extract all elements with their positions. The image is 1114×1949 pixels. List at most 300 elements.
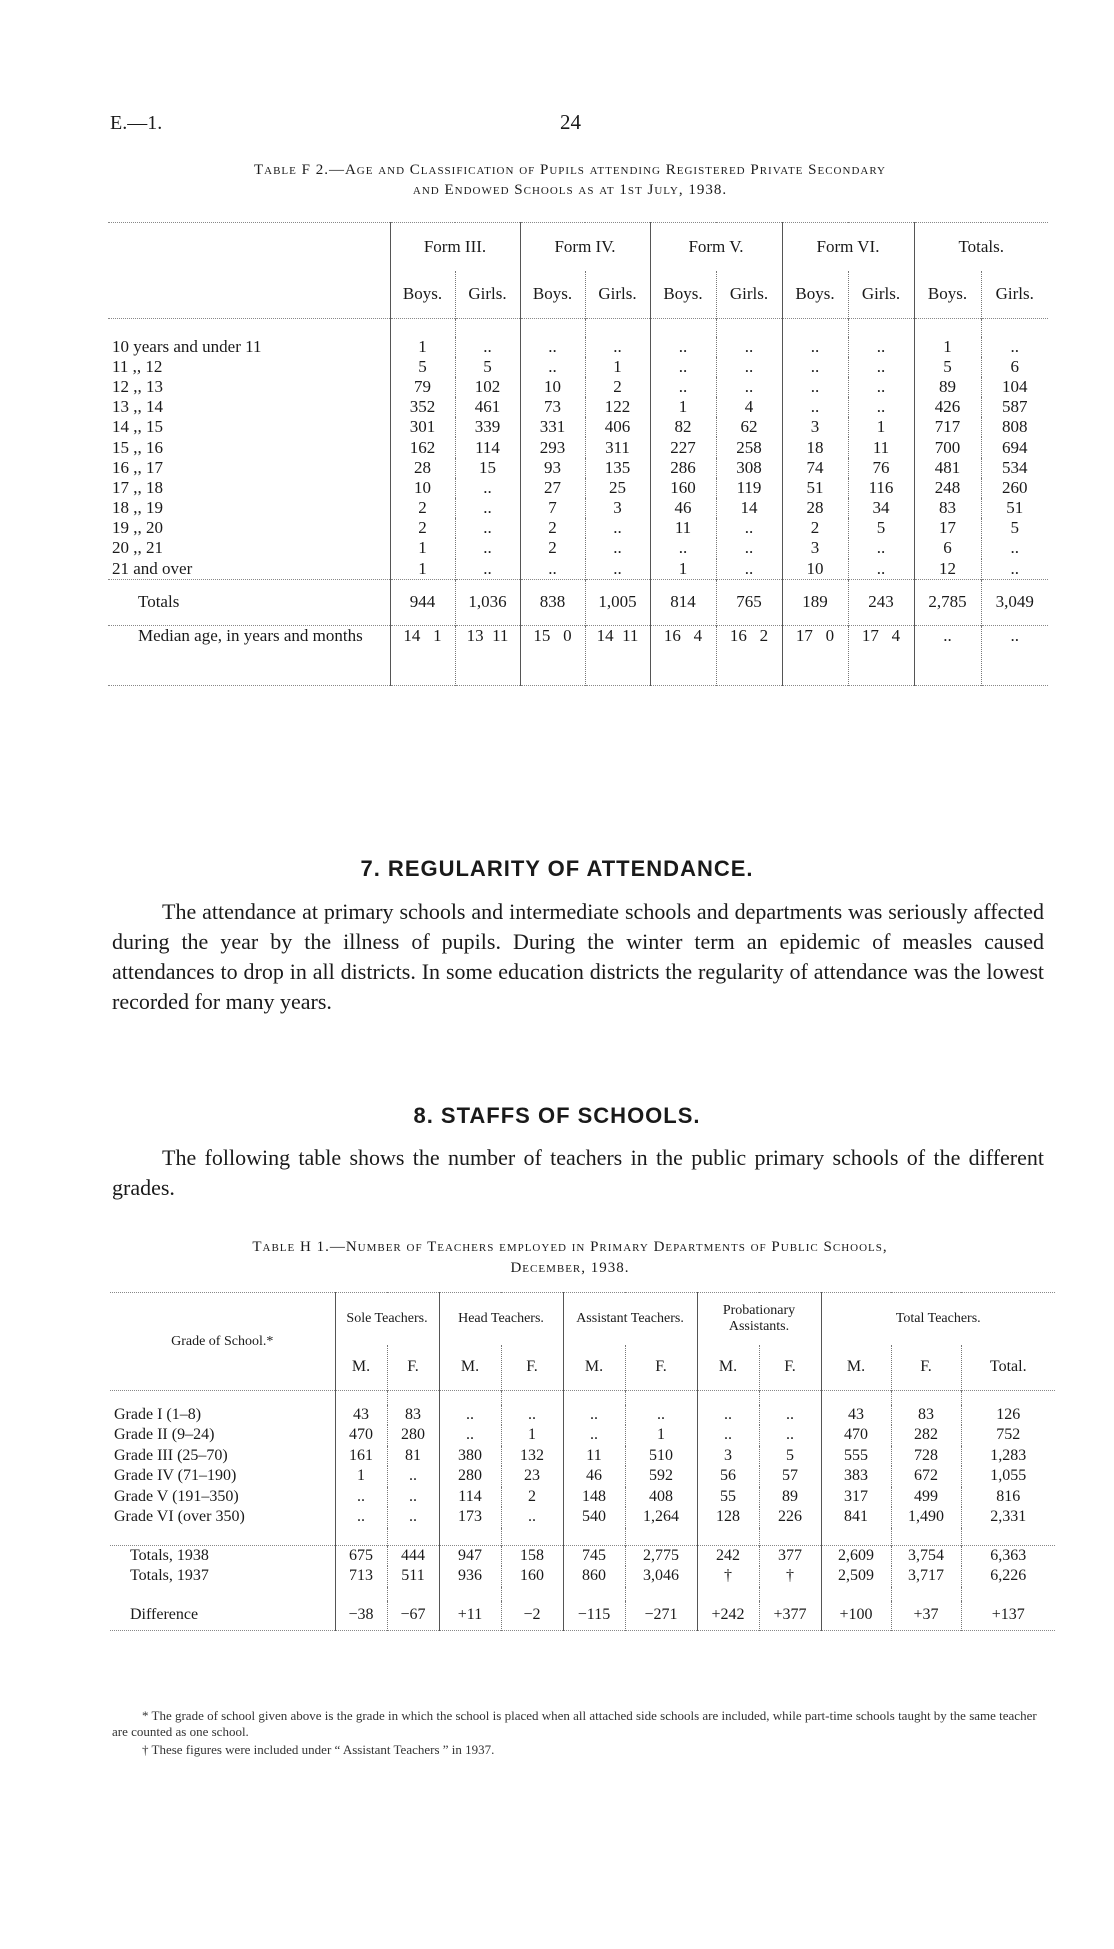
table-cell: .. (501, 1507, 563, 1528)
sub-header: F. (759, 1345, 821, 1391)
table-cell: .. (782, 397, 848, 417)
table-cell: 43 (821, 1405, 891, 1426)
table-cell: 380 (439, 1446, 501, 1467)
totals-cell: 243 (848, 579, 914, 625)
sub-header: F. (387, 1345, 439, 1391)
table-cell: 5 (390, 357, 455, 377)
row-label: 18 ,, 19 (112, 498, 163, 518)
median-cell: 13 11 (455, 625, 520, 685)
stub-header-grade: Grade of School.* (110, 1293, 335, 1391)
totals-1938-row (110, 1546, 1055, 1567)
table-cell: 7 (520, 498, 585, 518)
median-cell: 14 1 (390, 625, 455, 685)
sub-header: Boys. (914, 271, 981, 319)
table-row (108, 357, 1048, 377)
col-group-total: Total Teachers. (821, 1293, 1055, 1345)
median-cell: 16 4 (650, 625, 716, 685)
table-cell: 81 (387, 1446, 439, 1467)
table-cell: .. (563, 1425, 625, 1446)
table-row (108, 518, 1048, 538)
table-row (108, 478, 1048, 498)
table-row (110, 1487, 1055, 1508)
sub-header: Girls. (455, 271, 520, 319)
table-cell: 511 (387, 1566, 439, 1587)
section-7-paragraph: The attendance at primary schools and intermediate schools and departments was seriously affected during the year by the illness of pupils. During the winter term an epidemic of measles caused attendances to drop in all districts. In some education districts the regularity of attendance was the lowest recorded for many years. (112, 899, 1044, 1014)
table-cell: † (759, 1566, 821, 1587)
table-cell: .. (716, 518, 782, 538)
table-cell: 57 (759, 1466, 821, 1487)
table-cell: .. (335, 1487, 387, 1508)
table-cell: 947 (439, 1546, 501, 1567)
table-cell: .. (439, 1405, 501, 1426)
table-cell: 248 (914, 478, 981, 498)
table-cell: 83 (891, 1405, 961, 1426)
table-cell: 15 (455, 458, 520, 478)
table-f2-caption: Table F 2.—Age and Classification of Pupils attending Registered Private Secondary (253, 162, 887, 178)
median-label: Median age, in years and months (138, 625, 363, 645)
table-cell: .. (585, 337, 650, 357)
table-row (108, 538, 1048, 558)
table-cell: 841 (821, 1507, 891, 1528)
median-row (108, 625, 1048, 685)
table-cell: .. (625, 1405, 697, 1426)
median-cell: 15 0 (520, 625, 585, 685)
table-cell: 83 (914, 498, 981, 518)
table-cell: 317 (821, 1487, 891, 1508)
table-cell: 280 (439, 1466, 501, 1487)
table-cell: 587 (981, 397, 1048, 417)
table-cell: .. (759, 1425, 821, 1446)
totals-cell: 1,005 (585, 579, 650, 625)
totals-cell: 814 (650, 579, 716, 625)
table-cell: 12 (914, 559, 981, 580)
table-cell: 14 (716, 498, 782, 518)
table-cell: 713 (335, 1566, 387, 1587)
table-cell: 18 (782, 437, 848, 457)
table-cell: 119 (716, 478, 782, 498)
table-cell: .. (501, 1405, 563, 1426)
col-group-form-vi: Form VI. (782, 223, 914, 271)
table-cell: 104 (981, 377, 1048, 397)
col-group-totals: Totals. (914, 223, 1048, 271)
table-cell: .. (520, 559, 585, 580)
sub-header: M. (821, 1345, 891, 1391)
table-cell: 11 (848, 437, 914, 457)
totals-cell: 1,036 (455, 579, 520, 625)
col-group-assistant: Assistant Teachers. (563, 1293, 697, 1345)
row-label: Totals, 1938 (130, 1547, 209, 1564)
table-cell: 1,490 (891, 1507, 961, 1528)
table-cell: .. (650, 337, 716, 357)
table-cell: 308 (716, 458, 782, 478)
table-cell: 46 (650, 498, 716, 518)
table-cell: .. (455, 518, 520, 538)
table-cell: .. (650, 377, 716, 397)
table-cell: 162 (390, 437, 455, 457)
table-cell: 55 (697, 1487, 759, 1508)
table-cell: 1 (650, 559, 716, 580)
table-cell: 173 (439, 1507, 501, 1528)
table-cell: 1 (650, 397, 716, 417)
col-group-sole: Sole Teachers. (335, 1293, 439, 1345)
table-cell: 481 (914, 458, 981, 478)
table-cell: 280 (387, 1425, 439, 1446)
table-cell: 135 (585, 458, 650, 478)
footnote-dagger: † These figures were included under “ Assistant Teachers ” in 1937. (142, 1742, 495, 1757)
col-group-form-v: Form V. (650, 223, 782, 271)
page-number: 24 (560, 110, 581, 134)
totals-label: Totals (138, 592, 180, 612)
table-cell: 675 (335, 1546, 387, 1567)
table-cell: .. (387, 1466, 439, 1487)
table-cell: 83 (387, 1405, 439, 1426)
table-cell: 2 (390, 518, 455, 538)
table-cell: 1,055 (961, 1466, 1055, 1487)
table-cell: 499 (891, 1487, 961, 1508)
sub-header: M. (335, 1345, 387, 1391)
table-cell: 51 (782, 478, 848, 498)
table-cell: 339 (455, 417, 520, 437)
table-cell: 1 (390, 337, 455, 357)
table-cell: .. (455, 478, 520, 498)
table-row (108, 437, 1048, 457)
table-cell: +242 (697, 1601, 759, 1631)
table-cell: .. (650, 357, 716, 377)
table-cell: 2 (501, 1487, 563, 1508)
table-cell: 592 (625, 1466, 697, 1487)
totals-1937-row (110, 1566, 1055, 1587)
table-cell: 10 (390, 478, 455, 498)
table-cell: 51 (981, 498, 1048, 518)
table-cell: 717 (914, 417, 981, 437)
table-cell: 331 (520, 417, 585, 437)
table-cell: 5 (848, 518, 914, 538)
table-cell: 260 (981, 478, 1048, 498)
table-cell: 555 (821, 1446, 891, 1467)
sub-header: F. (625, 1345, 697, 1391)
sub-header: Girls. (981, 271, 1048, 319)
col-group-form-iii: Form III. (390, 223, 520, 271)
table-cell: 672 (891, 1466, 961, 1487)
table-cell: 426 (914, 397, 981, 417)
table-cell: .. (455, 498, 520, 518)
table-cell: .. (848, 559, 914, 580)
table-cell: 1,264 (625, 1507, 697, 1528)
table-cell: .. (848, 397, 914, 417)
table-cell: 2,609 (821, 1546, 891, 1567)
table-cell: 1 (390, 559, 455, 580)
table-cell: 311 (585, 437, 650, 457)
row-label: 15 ,, 16 (112, 437, 163, 457)
table-cell: 227 (650, 437, 716, 457)
table-cell: 56 (697, 1466, 759, 1487)
table-cell: 540 (563, 1507, 625, 1528)
sub-header: Boys. (782, 271, 848, 319)
table-cell: 406 (585, 417, 650, 437)
table-cell: .. (585, 538, 650, 558)
table-cell: 28 (782, 498, 848, 518)
table-cell: .. (782, 337, 848, 357)
table-cell: 700 (914, 437, 981, 457)
table-cell: +137 (961, 1601, 1055, 1631)
table-cell: 122 (585, 397, 650, 417)
table-cell: −2 (501, 1601, 563, 1631)
table-cell: .. (848, 337, 914, 357)
table-cell: 34 (848, 498, 914, 518)
table-cell: 46 (563, 1466, 625, 1487)
table-cell: 27 (520, 478, 585, 498)
table-cell: 3,046 (625, 1566, 697, 1587)
row-label: Grade II (9–24) (114, 1426, 215, 1444)
table-cell: 3 (697, 1446, 759, 1467)
table-cell: 936 (439, 1566, 501, 1587)
sub-header: Girls. (848, 271, 914, 319)
table-cell: 6 (914, 538, 981, 558)
table-row (110, 1405, 1055, 1426)
table-cell: .. (782, 357, 848, 377)
table-cell: .. (455, 538, 520, 558)
table-row (108, 397, 1048, 417)
table-cell: +377 (759, 1601, 821, 1631)
totals-cell: 3,049 (981, 579, 1048, 625)
table-cell: 470 (821, 1425, 891, 1446)
table-cell: 148 (563, 1487, 625, 1508)
table-cell: −38 (335, 1601, 387, 1631)
table-cell: 3 (782, 538, 848, 558)
median-cell: 17 0 (782, 625, 848, 685)
table-cell: 2,509 (821, 1566, 891, 1587)
table-cell: 226 (759, 1507, 821, 1528)
table-cell: .. (981, 538, 1048, 558)
row-label: Grade VI (over 350) (114, 1508, 245, 1526)
table-row (110, 1425, 1055, 1446)
table-cell: 10 (782, 559, 848, 580)
table-cell: .. (782, 377, 848, 397)
table-cell: 161 (335, 1446, 387, 1467)
table-cell: 28 (390, 458, 455, 478)
row-label: 19 ,, 20 (112, 518, 163, 538)
sub-header: F. (501, 1345, 563, 1391)
table-f2 (108, 222, 1048, 686)
table-cell: 1 (585, 357, 650, 377)
sub-header: M. (563, 1345, 625, 1391)
table-cell: .. (520, 357, 585, 377)
table-cell: 89 (914, 377, 981, 397)
table-cell: −67 (387, 1601, 439, 1631)
table-row (108, 417, 1048, 437)
table-cell: 158 (501, 1546, 563, 1567)
table-cell: .. (981, 337, 1048, 357)
median-cell: .. (914, 625, 981, 685)
section-8-title: 8. STAFFS OF SCHOOLS. (413, 1103, 701, 1128)
table-h1-caption: Table H 1.—Number of Teachers employed in Primary Departments of Public Schools, (252, 1239, 888, 1255)
median-cell: 17 4 (848, 625, 914, 685)
sub-header: Boys. (390, 271, 455, 319)
row-label: 14 ,, 15 (112, 417, 163, 437)
section-7-title: 7. REGULARITY OF ATTENDANCE. (360, 856, 754, 881)
table-cell: 5 (981, 518, 1048, 538)
table-cell: 1 (335, 1466, 387, 1487)
row-label: Grade I (1–8) (114, 1405, 202, 1423)
difference-row (110, 1601, 1055, 1631)
table-cell: 3,754 (891, 1546, 961, 1567)
table-cell: .. (520, 337, 585, 357)
table-cell: −115 (563, 1601, 625, 1631)
table-cell: 816 (961, 1487, 1055, 1508)
table-cell: .. (716, 337, 782, 357)
table-cell: 3,717 (891, 1566, 961, 1587)
table-cell: 510 (625, 1446, 697, 1467)
sub-header: Girls. (585, 271, 650, 319)
table-cell: 1 (625, 1425, 697, 1446)
sub-header: M. (697, 1345, 759, 1391)
table-cell: 5 (914, 357, 981, 377)
row-label: 10 years and under 11 (112, 336, 262, 356)
table-cell: 258 (716, 437, 782, 457)
table-cell: 1 (914, 337, 981, 357)
table-cell: 126 (961, 1405, 1055, 1426)
sub-header: Boys. (520, 271, 585, 319)
median-cell: 14 11 (585, 625, 650, 685)
table-cell: 6,363 (961, 1546, 1055, 1567)
table-cell: .. (387, 1507, 439, 1528)
row-label: 21 and over (112, 558, 193, 578)
table-cell: 79 (390, 377, 455, 397)
table-cell: 860 (563, 1566, 625, 1587)
table-cell: .. (563, 1405, 625, 1426)
row-label: 12 ,, 13 (112, 376, 163, 396)
footnote-grade: * The grade of school given above is the grade in which the school is placed when all attached side schools are included, while part-time schools taught by the same teacher are counted as one school. (112, 1708, 1037, 1739)
table-cell: 114 (455, 437, 520, 457)
table-cell: 116 (848, 478, 914, 498)
table-cell: .. (439, 1425, 501, 1446)
table-cell: .. (650, 538, 716, 558)
table-cell: 2 (585, 377, 650, 397)
table-row (110, 1507, 1055, 1528)
table-cell: 301 (390, 417, 455, 437)
median-cell: .. (981, 625, 1048, 685)
table-cell: 25 (585, 478, 650, 498)
table-h1-caption-line2: December, 1938. (510, 1260, 630, 1276)
sub-header: M. (439, 1345, 501, 1391)
table-cell: 89 (759, 1487, 821, 1508)
table-cell: 1 (848, 417, 914, 437)
table-cell: .. (716, 377, 782, 397)
totals-cell: 2,785 (914, 579, 981, 625)
table-row (110, 1446, 1055, 1467)
table-cell: .. (981, 559, 1048, 580)
table-cell: 74 (782, 458, 848, 478)
table-cell: .. (335, 1507, 387, 1528)
row-label: Grade III (25–70) (114, 1446, 228, 1464)
totals-cell: 838 (520, 579, 585, 625)
table-cell: 1,283 (961, 1446, 1055, 1467)
table-cell: 808 (981, 417, 1048, 437)
table-cell: 17 (914, 518, 981, 538)
table-cell: 5 (759, 1446, 821, 1467)
table-cell: 43 (335, 1405, 387, 1426)
totals-cell: 944 (390, 579, 455, 625)
col-group-form-iv: Form IV. (520, 223, 650, 271)
table-cell: 470 (335, 1425, 387, 1446)
table-cell: 352 (390, 397, 455, 417)
col-group-probationary: Probationary Assistants. (697, 1293, 821, 1345)
table-cell: 82 (650, 417, 716, 437)
table-cell: .. (697, 1425, 759, 1446)
table-cell: 728 (891, 1446, 961, 1467)
row-label: 13 ,, 14 (112, 397, 163, 417)
table-cell: 11 (650, 518, 716, 538)
table-cell: 408 (625, 1487, 697, 1508)
table-cell: .. (585, 518, 650, 538)
table-cell: 2 (520, 538, 585, 558)
table-cell: 3 (782, 417, 848, 437)
median-cell: 16 2 (716, 625, 782, 685)
table-cell: .. (455, 337, 520, 357)
row-label: Grade IV (71–190) (114, 1467, 237, 1485)
row-label: Totals, 1937 (130, 1567, 209, 1585)
table-cell: † (697, 1566, 759, 1587)
table-cell: 694 (981, 437, 1048, 457)
col-group-head: Head Teachers. (439, 1293, 563, 1345)
table-cell: 6,226 (961, 1566, 1055, 1587)
table-cell: .. (716, 538, 782, 558)
table-cell: 4 (716, 397, 782, 417)
row-label: 11 ,, 12 (112, 356, 163, 376)
table-cell: 160 (501, 1566, 563, 1587)
table-cell: 93 (520, 458, 585, 478)
sub-header: F. (891, 1345, 961, 1391)
table-cell: 286 (650, 458, 716, 478)
table-cell: 160 (650, 478, 716, 498)
totals-row (108, 579, 1048, 625)
table-cell: .. (585, 559, 650, 580)
table-cell: 534 (981, 458, 1048, 478)
table-cell: +100 (821, 1601, 891, 1631)
row-label: 17 ,, 18 (112, 477, 163, 497)
table-cell: 282 (891, 1425, 961, 1446)
table-cell: .. (716, 559, 782, 580)
table-cell: 5 (455, 357, 520, 377)
sub-header: Girls. (716, 271, 782, 319)
document-code: E.—1. (110, 112, 163, 134)
table-cell: 76 (848, 458, 914, 478)
table-row (108, 458, 1048, 478)
table-cell: .. (455, 559, 520, 580)
table-cell: 11 (563, 1446, 625, 1467)
table-cell: 2 (390, 498, 455, 518)
table-cell: 745 (563, 1546, 625, 1567)
row-label: Grade V (191–350) (114, 1487, 239, 1505)
table-cell: .. (848, 538, 914, 558)
table-cell: 461 (455, 397, 520, 417)
table-f2-caption-line2: and Endowed Schools as at 1st July, 1938. (412, 182, 728, 198)
section-8-paragraph: The following table shows the number of teachers in the public primary schools of the different grades. (112, 1145, 1044, 1200)
table-row (108, 559, 1048, 580)
table-cell: 6 (981, 357, 1048, 377)
totals-cell: 189 (782, 579, 848, 625)
table-row (108, 337, 1048, 357)
table-cell: 132 (501, 1446, 563, 1467)
table-cell: +11 (439, 1601, 501, 1631)
table-cell: .. (716, 357, 782, 377)
row-label: 20 ,, 21 (112, 538, 163, 558)
table-cell: .. (848, 377, 914, 397)
table-cell: 2,331 (961, 1507, 1055, 1528)
table-cell: 444 (387, 1546, 439, 1567)
table-cell: 242 (697, 1546, 759, 1567)
table-cell: 1 (390, 538, 455, 558)
